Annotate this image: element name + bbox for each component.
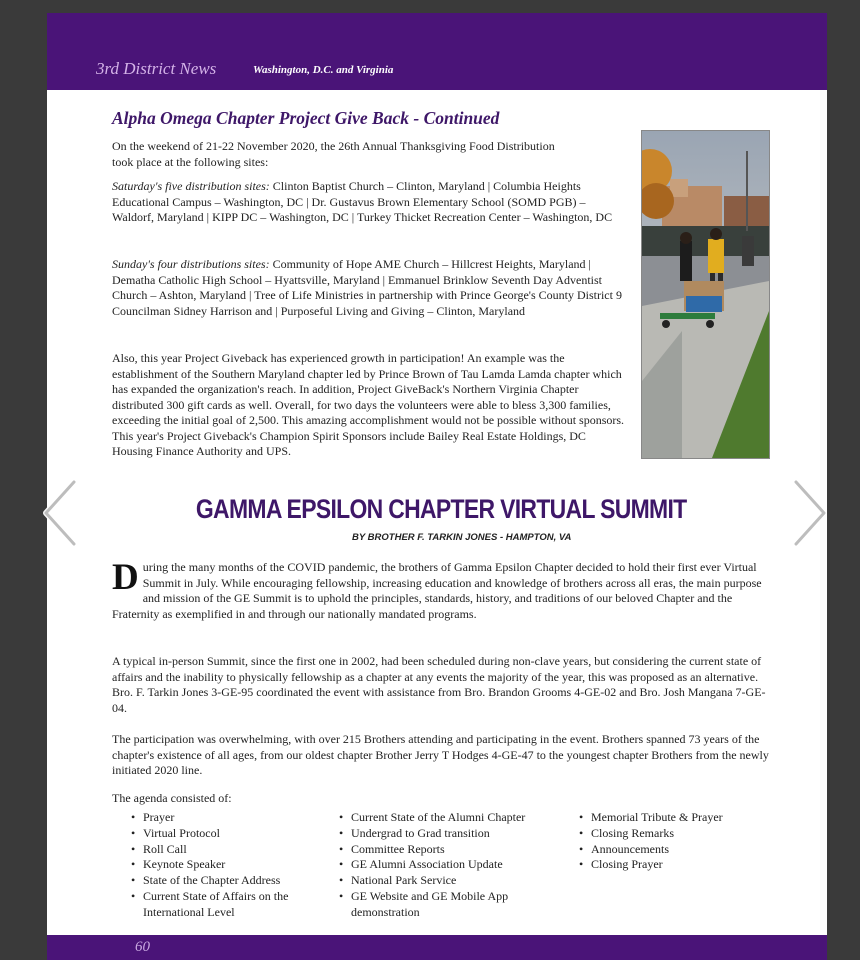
newsletter-subtitle: Washington, D.C. and Virginia: [253, 64, 394, 76]
sunday-sites-text: Community of Hope AME Church – Hillcrest Heights, Maryland | Dematha Catholic High School – Hyattsville, Maryland | Emmanuel Brinklow Seventh Day Adventist Church – Ashton, Maryland | Tree of Life Ministries in partnership with Prince George's County District 9 Councilman Sidney Harrison and | Purposeful Living and Giving – Clinton, Maryland: [112, 257, 622, 318]
list-item: • Current State of Affairs on the International Level: [131, 889, 321, 921]
list-item: • Prayer: [131, 810, 321, 826]
photo-illustration: [642, 131, 769, 458]
chevron-right-icon: [790, 478, 830, 548]
agenda-list-col2: [339, 810, 569, 921]
drop-cap: D: [112, 557, 139, 598]
agenda-intro: The agenda consisted of:: [112, 791, 232, 805]
list-item: • National Park Service: [339, 873, 569, 889]
list-item: • Committee Reports: [339, 842, 569, 858]
list-item: • Keynote Speaker: [131, 857, 321, 873]
prev-page-button[interactable]: [40, 478, 80, 548]
saturday-sites-text: Clinton Baptist Church – Clinton, Maryland | Columbia Heights Educational Campus – Washington, DC | Dr. Gustavus Brown Elementary School (SOMD PGB) – Waldorf, Maryland | KIPP DC – Washington, DC | Turkey Thicket Recreation Center – Washington, DC: [112, 179, 613, 224]
article-intro: On the weekend of 21-22 November 2020, the 26th Annual Thanksgiving Food Distribution took place at the following sites:: [112, 139, 555, 169]
list-item: • Roll Call: [131, 842, 321, 858]
list-item: • GE Website and GE Mobile App demonstration: [339, 889, 569, 921]
list-item: • Memorial Tribute & Prayer: [579, 810, 779, 826]
magazine-page: [47, 13, 827, 960]
footer-band: [47, 935, 827, 960]
list-item: • Virtual Protocol: [131, 826, 321, 842]
list-item: • State of the Chapter Address: [131, 873, 321, 889]
sunday-sites: [112, 257, 622, 319]
list-item: • Closing Prayer: [579, 857, 779, 873]
volunteers-photo: [641, 130, 770, 459]
list-item: • GE Alumni Association Update: [339, 857, 569, 873]
newsletter-title: 3rd District News: [96, 59, 217, 78]
article-byline: BY BROTHER F. TARKIN JONES - HAMPTON, VA: [352, 532, 572, 543]
article-heading-project-give-back: Alpha Omega Chapter Project Give Back - Continued: [112, 108, 500, 128]
list-item: • Announcements: [579, 842, 779, 858]
header-band: [47, 13, 827, 90]
article-heading-virtual-summit: GAMMA EPSILON CHAPTER VIRTUAL SUMMIT: [195, 494, 687, 524]
summit-paragraph-2: A typical in-person Summit, since the first one in 2002, had been scheduled during non-clave years, but considering the current state of affairs and the inability to physically fellowship as a chapter at any events the majority of the year, this was proposed as an alternative. Bro. F. Tarkin Jones 3-GE-95 coordinated the event with assistance from Bro. Brandon Grooms 4-GE-02 and Bro. Josh Mangana 7-GE-04.: [112, 654, 766, 715]
summit-paragraph-1: [112, 557, 774, 622]
list-item: • Closing Remarks: [579, 826, 779, 842]
page-number: 60: [135, 939, 150, 955]
saturday-label: Saturday's five distribution sites:: [112, 179, 270, 193]
chevron-left-icon: [40, 478, 80, 548]
saturday-sites: [112, 179, 622, 226]
summit-paragraph-1-text: uring the many months of the COVID pandemic, the brothers of Gamma Epsilon Chapter decided to hold their first ever Virtual Summit in July. While encouraging fellowship, increasing education and knowledge of brothers across all eras, the main purpose and mission of the GE Summit is to uphold the principles, standards, history, and traditions of our beloved Chapter and the Fraternity as exemplified in and through our nationally mandated programs.: [112, 560, 762, 621]
list-item: • Current State of the Alumni Chapter: [339, 810, 569, 826]
agenda-list-col1: [131, 810, 321, 921]
agenda-list-col3: [579, 810, 779, 873]
sunday-label: Sunday's four distributions sites:: [112, 257, 270, 271]
growth-paragraph: Also, this year Project Giveback has experienced growth in participation! An example was the establishment of the Southern Maryland chapter led by Prince Brown of Tau Lamda Lamda chapter which has expanded the organization's reach. In addition, Project GiveBack's Northern Virginia Chapter distributed 300 gift cards as well. Overall, for two days the volunteers were able to bless 3,300 families, exceeding the initial goal of 2,500. This amazing accomplishment would not be possible without sponsors. This year's Project Giveback's Champion Spirit Sponsors include Bailey Real Estate Holdings, DC Housing Finance Authority and UPS.: [112, 351, 625, 458]
summit-paragraph-3: The participation was overwhelming, with over 215 Brothers attending and participating in the event. Brothers spanned 73 years of the chapter's existence of all ages, from our oldest chapter Brother Jerry T Hodges 4-GE-47 to the youngest chapter Brothers from the newly initiated 2020 line.: [112, 732, 769, 777]
list-item: • Undergrad to Grad transition: [339, 826, 569, 842]
next-page-button[interactable]: [790, 478, 830, 548]
